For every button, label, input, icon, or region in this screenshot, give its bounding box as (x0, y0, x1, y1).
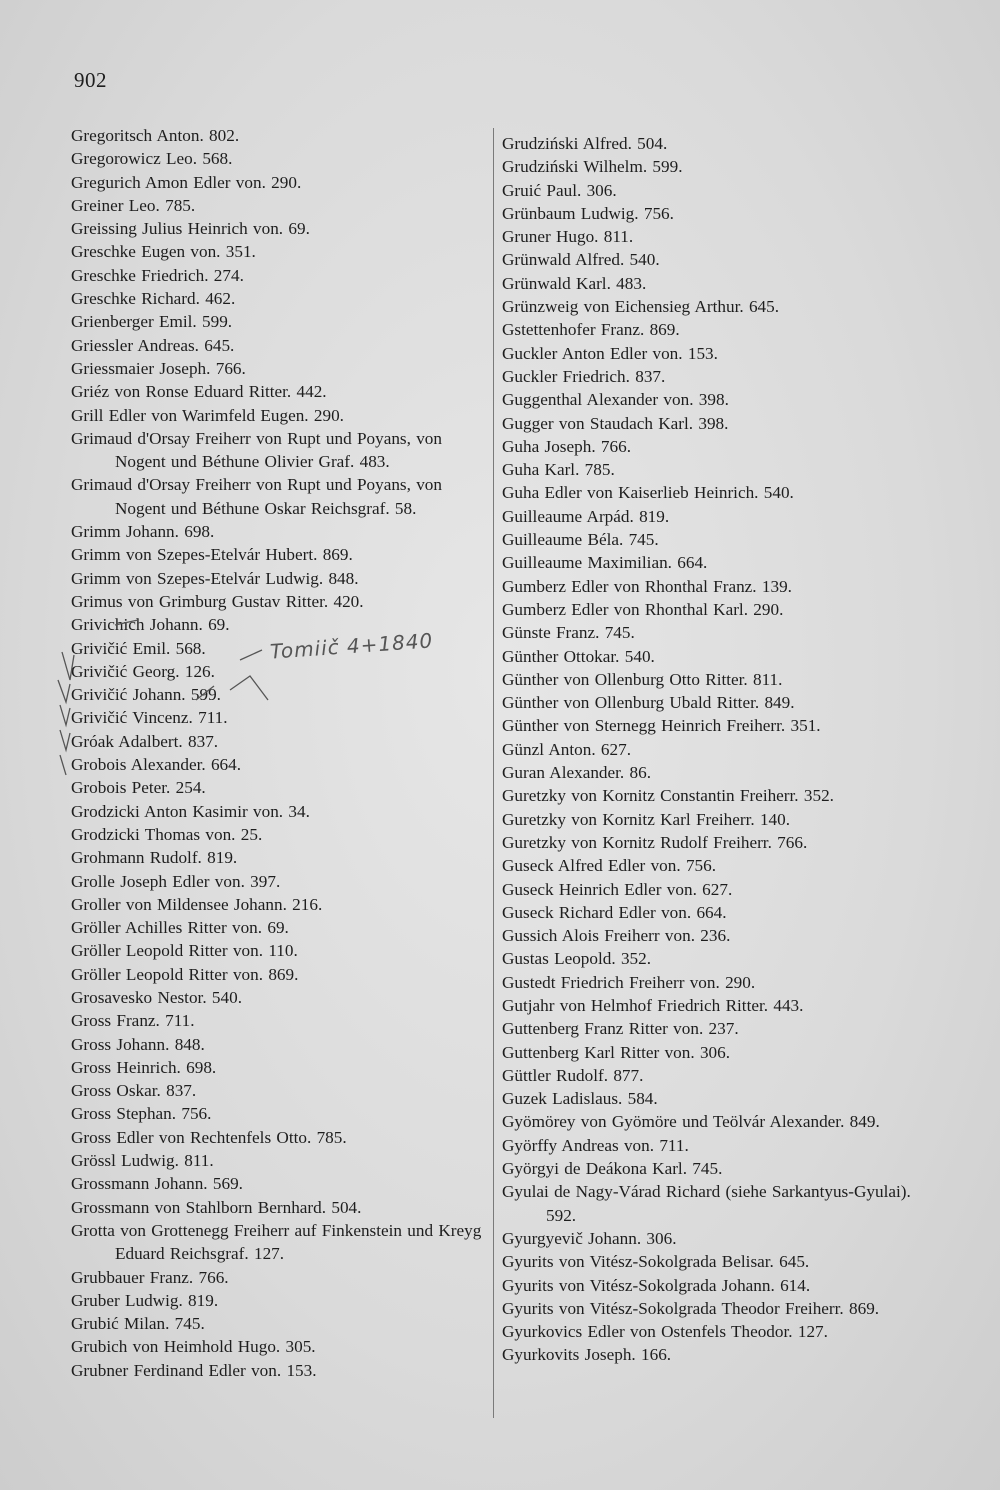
index-entry: Györgyi de Deákona Karl. 745. (502, 1159, 723, 1179)
index-entry: Györffy Andreas von. 711. (502, 1135, 689, 1155)
index-entry: Grössl Ludwig. 811. (71, 1151, 214, 1171)
index-entry: Günther von Ollenburg Ubald Ritter. 849. (502, 693, 795, 713)
index-entry: Griessmaier Joseph. 766. (71, 358, 246, 378)
index-entry: Guha Joseph. 766. (502, 436, 631, 456)
index-entry: Günzl Anton. 627. (502, 739, 631, 759)
index-entry: Guilleaume Béla. 745. (502, 530, 659, 550)
index-entry: Grosavesko Nestor. 540. (71, 987, 242, 1007)
index-entry: Gross Johann. 848. (71, 1034, 205, 1054)
index-entry: Griessler Andreas. 645. (71, 335, 235, 355)
index-entry: Greschke Friedrich. 274. (71, 265, 244, 285)
index-entry: Grobois Alexander. 664. (71, 755, 242, 775)
index-entry: Guzek Ladislaus. 584. (502, 1089, 658, 1109)
index-entry: Guckler Anton Edler von. 153. (502, 343, 718, 363)
index-entry: Gyurkovits Joseph. 166. (502, 1345, 672, 1365)
index-entry: Grubner Ferdinand Edler von. 153. (71, 1360, 317, 1380)
index-entry: Guretzky von Kornitz Rudolf Freiherr. 766. (502, 832, 808, 852)
index-entry: Gyulai de Nagy-Várad Richard (siehe Sarkantyus-Gyulai). 592. (502, 1182, 911, 1225)
index-entry: Gross Franz. 711. (71, 1011, 195, 1031)
index-entry: Guggenthal Alexander von. 398. (502, 390, 729, 410)
index-entry: Gruić Paul. 306. (502, 180, 617, 200)
index-entry: Groller von Mildensee Johann. 216. (71, 894, 323, 914)
index-entry: Günther Ottokar. 540. (502, 646, 655, 666)
index-entry: Gyurits von Vitész-Sokolgrada Theodor Freiherr. 869. (502, 1298, 880, 1318)
index-entry: Grivičić Emil. 568. (71, 638, 206, 658)
index-entry: Grotta von Grottenegg Freiherr auf Finkenstein und Kreyg Eduard Reichsgraf. 127. (71, 1220, 482, 1264)
index-entry: Grivichich Johann. 69. (71, 615, 230, 635)
index-entry: Gróak Adalbert. 837. (71, 731, 219, 751)
index-entry: Guretzky von Kornitz Constantin Freiherr. 352. (502, 786, 834, 806)
index-entry: Günther von Sternegg Heinrich Freiherr. 351. (502, 716, 821, 736)
index-entry: Guha Karl. 785. (502, 460, 615, 480)
index-entry: Gruber Ludwig. 819. (71, 1290, 219, 1310)
index-entry: Guran Alexander. 86. (502, 763, 652, 783)
index-entry: Grossmann von Stahlborn Bernhard. 504. (71, 1197, 362, 1217)
index-entry: Grimaud d'Orsay Freiherr von Rupt und Poyans, von Nogent und Béthune Oskar Reichsgraf. 58. (71, 475, 442, 518)
index-entry: Gregoritsch Anton. 802. (71, 126, 240, 145)
index-entry: Grienberger Emil. 599. (71, 312, 233, 332)
index-entry: Grobois Peter. 254. (71, 778, 206, 798)
index-entry: Gustas Leopold. 352. (502, 949, 652, 969)
index-entry: Grolle Joseph Edler von. 397. (71, 871, 281, 891)
index-entry: Grünzweig von Eichensieg Arthur. 645. (502, 297, 780, 317)
index-entry: Grimaud d'Orsay Freiherr von Rupt und Poyans, von Nogent und Béthune Olivier Graf. 483. (71, 428, 442, 472)
index-entry: Grill Edler von Warimfeld Eugen. 290. (71, 405, 344, 425)
index-entry: Gyurits von Vitész-Sokolgrada Johann. 614. (502, 1275, 811, 1295)
handwritten-note: Tomiič 4+1840 (269, 628, 434, 664)
index-entry: Gugger von Staudach Karl. 398. (502, 413, 729, 433)
index-entry: Grünwald Alfred. 540. (502, 250, 660, 270)
index-entry: Gröller Leopold Ritter von. 110. (71, 941, 298, 961)
index-entry: Grivičić Vincenz. 711. (71, 708, 228, 728)
index-entry: Güttler Rudolf. 877. (502, 1065, 644, 1085)
index-entry: Guilleaume Arpád. 819. (502, 506, 670, 526)
index-entry: Gross Stephan. 756. (71, 1104, 212, 1124)
index-entry: Gstettenhofer Franz. 869. (502, 320, 680, 340)
page-number: 902 (74, 68, 107, 92)
index-entry: Grubbauer Franz. 766. (71, 1267, 229, 1287)
index-entry: Grünwald Karl. 483. (502, 273, 647, 293)
index-entry: Grimm von Szepes-Etelvár Ludwig. 848. (71, 568, 359, 588)
index-entry: Guckler Friedrich. 837. (502, 366, 666, 386)
index-entry: Grimus von Grimburg Gustav Ritter. 420. (71, 591, 364, 611)
index-entry: Guttenberg Karl Ritter von. 306. (502, 1042, 731, 1062)
index-entry: Grivičić Johann. 599. (71, 685, 221, 705)
index-entry: Greiner Leo. 785. (71, 195, 196, 215)
index-entry: Gyurgyevič Johann. 306. (502, 1228, 677, 1248)
index-entry: Gross Oskar. 837. (71, 1081, 197, 1101)
index-entry: Grubich von Heimhold Hugo. 305. (71, 1337, 316, 1357)
index-entry: Gregorowicz Leo. 568. (71, 149, 233, 169)
index-entry: Grodzicki Anton Kasimir von. 34. (71, 801, 310, 821)
index-entry: Guretzky von Kornitz Karl Freiherr. 140. (502, 809, 791, 829)
index-entry: Gustedt Friedrich Freiherr von. 290. (502, 972, 756, 992)
index-entry: Grünbaum Ludwig. 756. (502, 203, 674, 223)
index-entry: Gross Heinrich. 698. (71, 1057, 217, 1077)
index-entry: Grossmann Johann. 569. (71, 1174, 243, 1194)
index-entry: Grimm Johann. 698. (71, 522, 215, 542)
index-entry: Gutjahr von Helmhof Friedrich Ritter. 443. (502, 995, 804, 1015)
index-entry: Grubić Milan. 745. (71, 1314, 205, 1334)
index-entry: Grivičić Georg. 126. (71, 661, 215, 681)
index-entry: Grudziński Alfred. 504. (502, 134, 668, 153)
index-entry: Gröller Achilles Ritter von. 69. (71, 918, 289, 938)
index-entry: Guilleaume Maximilian. 664. (502, 553, 708, 573)
index-entry: Guseck Richard Edler von. 664. (502, 902, 727, 922)
index-entry: Gyurits von Vitész-Sokolgrada Belisar. 645. (502, 1252, 810, 1272)
index-entry: Günther von Ollenburg Otto Ritter. 811. (502, 669, 783, 689)
index-entry: Griéz von Ronse Eduard Ritter. 442. (71, 382, 327, 402)
index-entry: Gumberz Edler von Rhonthal Karl. 290. (502, 599, 784, 619)
index-entry: Greissing Julius Heinrich von. 69. (71, 219, 310, 239)
index-entry: Greschke Eugen von. 351. (71, 242, 256, 262)
index-entry: Guseck Alfred Edler von. 756. (502, 856, 717, 876)
index-entry: Gross Edler von Rechtenfels Otto. 785. (71, 1127, 347, 1147)
index-entry: Gregurich Amon Edler von. 290. (71, 172, 302, 192)
index-entry: Gröller Leopold Ritter von. 869. (71, 964, 299, 984)
index-entry: Greschke Richard. 462. (71, 289, 236, 309)
index-entry: Grimm von Szepes-Etelvár Hubert. 869. (71, 545, 353, 565)
index-entry: Gyurkovics Edler von Ostenfels Theodor. 127. (502, 1322, 828, 1342)
index-entry: Günste Franz. 745. (502, 623, 635, 643)
index-entry: Gumberz Edler von Rhonthal Franz. 139. (502, 576, 792, 596)
index-entry: Guha Edler von Kaiserlieb Heinrich. 540. (502, 483, 794, 503)
index-entry: Gruner Hugo. 811. (502, 227, 634, 247)
index-entry: Guseck Heinrich Edler von. 627. (502, 879, 733, 899)
index-entry: Grohmann Rudolf. 819. (71, 848, 238, 868)
index-entry: Gyömörey von Gyömöre und Teölvár Alexander. 849. (502, 1112, 880, 1132)
index-entry: Grudziński Wilhelm. 599. (502, 157, 683, 177)
index-entry: Grodzicki Thomas von. 25. (71, 824, 263, 844)
index-entry: Gussich Alois Freiherr von. 236. (502, 926, 731, 946)
index-entry: Guttenberg Franz Ritter von. 237. (502, 1019, 739, 1039)
